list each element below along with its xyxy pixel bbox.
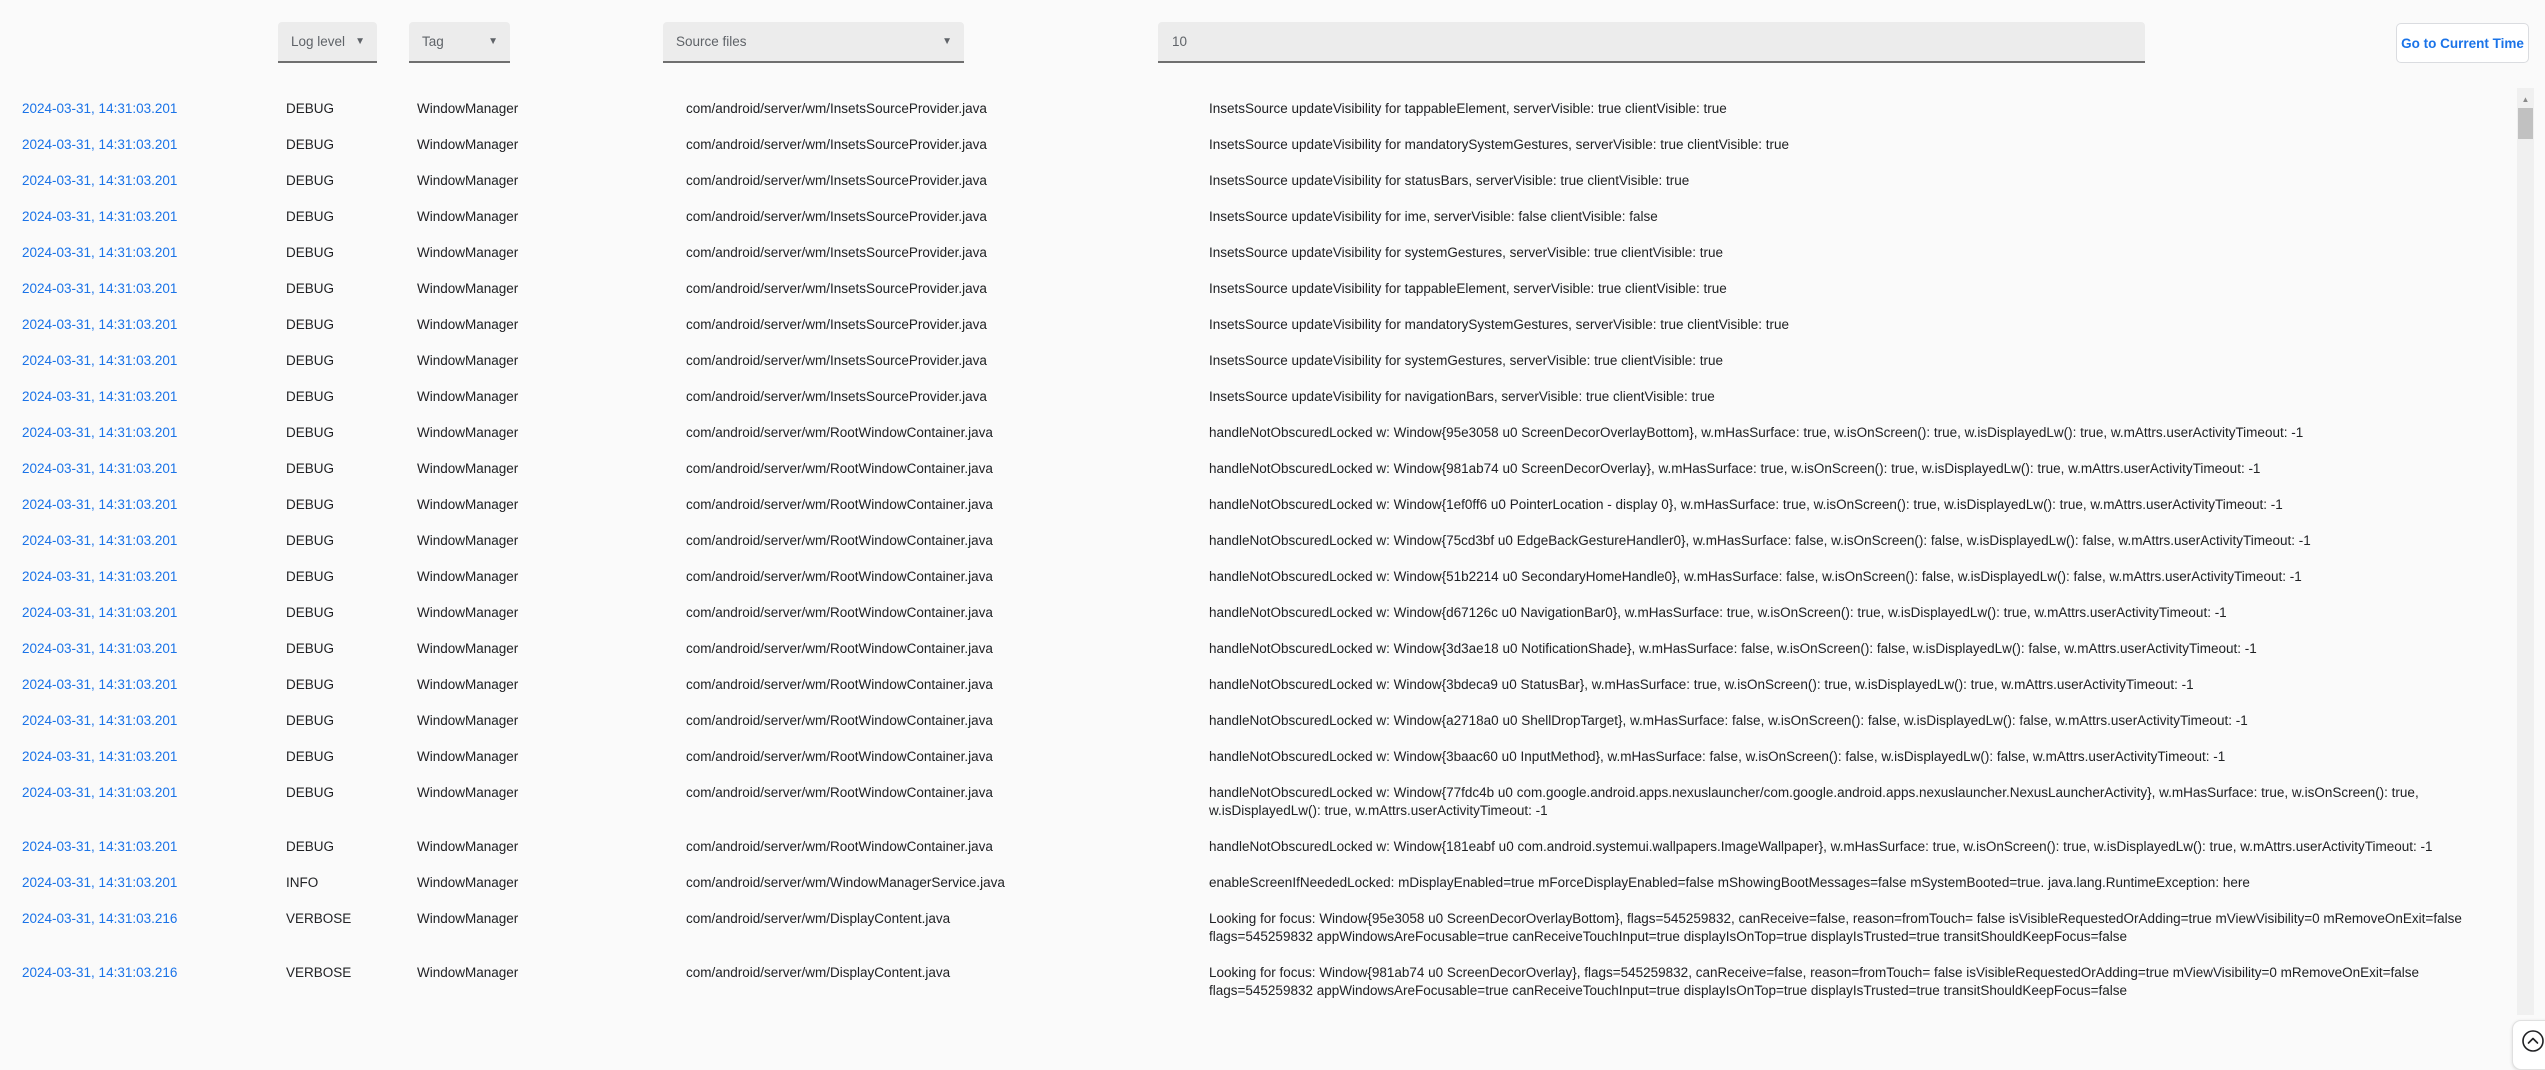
log-timestamp-link[interactable]: 2024-03-31, 14:31:03.201 — [22, 533, 178, 548]
log-timestamp-link[interactable]: 2024-03-31, 14:31:03.201 — [22, 101, 178, 116]
log-timestamp-link[interactable]: 2024-03-31, 14:31:03.201 — [22, 713, 178, 728]
log-tag: WindowManager — [417, 569, 519, 584]
log-level: DEBUG — [286, 713, 335, 728]
scrollbar-thumb[interactable] — [2518, 108, 2533, 139]
log-source-file: com/android/server/wm/InsetsSourceProvider.java — [686, 173, 987, 188]
log-timestamp-link[interactable]: 2024-03-31, 14:31:03.201 — [22, 641, 178, 656]
table-row — [0, 235, 2517, 271]
log-tag: WindowManager — [417, 749, 519, 764]
log-tag: WindowManager — [417, 497, 519, 512]
log-timestamp-link[interactable]: 2024-03-31, 14:31:03.201 — [22, 317, 178, 332]
log-rows — [0, 91, 2517, 1009]
table-row — [0, 379, 2517, 415]
log-message: enableScreenIfNeededLocked: mDisplayEnabled=true mForceDisplayEnabled=false mShowingBootMessages=false mSystemBooted=true. java.lang.RuntimeException: here — [1209, 875, 2250, 890]
tag-select-label: Tag — [422, 34, 444, 49]
log-message: InsetsSource updateVisibility for mandatorySystemGestures, serverVisible: true clientVisible: true — [1209, 317, 1790, 332]
log-source-file: com/android/server/wm/DisplayContent.java — [686, 965, 951, 980]
log-source-file: com/android/server/wm/InsetsSourceProvider.java — [686, 389, 987, 404]
log-timestamp-link[interactable]: 2024-03-31, 14:31:03.201 — [22, 461, 178, 476]
log-message: InsetsSource updateVisibility for ime, serverVisible: false clientVisible: false — [1209, 209, 1658, 224]
log-timestamp-link[interactable]: 2024-03-31, 14:31:03.216 — [22, 911, 178, 926]
source-files-select[interactable] — [663, 22, 964, 63]
log-timestamp-link[interactable]: 2024-03-31, 14:31:03.201 — [22, 245, 178, 260]
log-source-file: com/android/server/wm/RootWindowContainer.java — [686, 839, 993, 854]
log-tag: WindowManager — [417, 713, 519, 728]
log-message: handleNotObscuredLocked w: Window{1ef0ff6 u0 PointerLocation - display 0}, w.mHasSurface: true, w.isOnScreen(): true, w.isDisplayedLw(): true, w.mAttrs.userActivityTimeout: -1 — [1209, 497, 2283, 512]
table-row — [0, 955, 2517, 1009]
log-level: DEBUG — [286, 173, 335, 188]
log-timestamp-link[interactable]: 2024-03-31, 14:31:03.201 — [22, 875, 178, 890]
log-level: DEBUG — [286, 677, 335, 692]
table-row — [0, 739, 2517, 775]
log-level: DEBUG — [286, 839, 335, 854]
log-tag: WindowManager — [417, 677, 519, 692]
table-row — [0, 307, 2517, 343]
log-level: DEBUG — [286, 245, 335, 260]
table-row — [0, 703, 2517, 739]
log-message: handleNotObscuredLocked w: Window{181eabf u0 com.android.systemui.wallpapers.ImageWallpaper}, w.mHasSurface: true, w.isOnScreen(): true, w.isDisplayedLw(): true, w.mAttrs.userActivityTimeout: -1 — [1209, 839, 2433, 854]
log-message: handleNotObscuredLocked w: Window{51b2214 u0 SecondaryHomeHandle0}, w.mHasSurface: false, w.isOnScreen(): false, w.isDisplayedLw(): false, w.mAttrs.userActivityTimeout: -1 — [1209, 569, 2302, 584]
log-timestamp-link[interactable]: 2024-03-31, 14:31:03.201 — [22, 569, 178, 584]
log-source-file: com/android/server/wm/InsetsSourceProvider.java — [686, 281, 987, 296]
log-message: handleNotObscuredLocked w: Window{981ab74 u0 ScreenDecorOverlay}, w.mHasSurface: true, w.isOnScreen(): true, w.isDisplayedLw(): true, w.mAttrs.userActivityTimeout: -1 — [1209, 461, 2261, 476]
log-level: DEBUG — [286, 101, 335, 116]
log-level: VERBOSE — [286, 965, 352, 980]
log-message: InsetsSource updateVisibility for statusBars, serverVisible: true clientVisible: true — [1209, 173, 1690, 188]
go-to-current-time-button[interactable]: Go to Current Time — [2396, 23, 2529, 63]
log-timestamp-link[interactable]: 2024-03-31, 14:31:03.201 — [22, 749, 178, 764]
log-timestamp-link[interactable]: 2024-03-31, 14:31:03.201 — [22, 173, 178, 188]
log-message: InsetsSource updateVisibility for systemGestures, serverVisible: true clientVisible: true — [1209, 245, 1723, 260]
log-timestamp-link[interactable]: 2024-03-31, 14:31:03.201 — [22, 839, 178, 854]
log-tag: WindowManager — [417, 173, 519, 188]
log-source-file: com/android/server/wm/RootWindowContainer.java — [686, 461, 993, 476]
log-source-file: com/android/server/wm/RootWindowContainer.java — [686, 677, 993, 692]
log-timestamp-link[interactable]: 2024-03-31, 14:31:03.216 — [22, 965, 178, 980]
log-level: DEBUG — [286, 353, 335, 368]
lines-count-input[interactable] — [1158, 22, 2145, 63]
log-tag: WindowManager — [417, 137, 519, 152]
log-tag: WindowManager — [417, 353, 519, 368]
log-timestamp-link[interactable]: 2024-03-31, 14:31:03.201 — [22, 785, 178, 800]
log-tag: WindowManager — [417, 839, 519, 854]
log-source-file: com/android/server/wm/RootWindowContainer.java — [686, 605, 993, 620]
log-tag: WindowManager — [417, 641, 519, 656]
log-level: DEBUG — [286, 137, 335, 152]
log-source-file: com/android/server/wm/RootWindowContainer.java — [686, 749, 993, 764]
table-row — [0, 163, 2517, 199]
log-level: DEBUG — [286, 785, 335, 800]
log-timestamp-link[interactable]: 2024-03-31, 14:31:03.201 — [22, 389, 178, 404]
table-row — [0, 523, 2517, 559]
log-message: handleNotObscuredLocked w: Window{3bdeca9 u0 StatusBar}, w.mHasSurface: true, w.isOnScreen(): true, w.isDisplayedLw(): true, w.mAttrs.userActivityTimeout: -1 — [1209, 677, 2194, 692]
table-row — [0, 127, 2517, 163]
chevron-down-icon: ▼ — [942, 35, 952, 47]
log-source-file: com/android/server/wm/RootWindowContainer.java — [686, 497, 993, 512]
chevron-up-circle-icon — [2520, 1028, 2545, 1059]
table-row — [0, 901, 2517, 955]
log-timestamp-link[interactable]: 2024-03-31, 14:31:03.201 — [22, 425, 178, 440]
log-level: DEBUG — [286, 425, 335, 440]
log-source-file: com/android/server/wm/InsetsSourceProvider.java — [686, 137, 987, 152]
log-source-file: com/android/server/wm/RootWindowContainer.java — [686, 569, 993, 584]
log-source-file: com/android/server/wm/WindowManagerService.java — [686, 875, 1005, 890]
table-row — [0, 451, 2517, 487]
chevron-down-icon: ▼ — [355, 35, 365, 47]
log-source-file: com/android/server/wm/RootWindowContainer.java — [686, 713, 993, 728]
log-message: Looking for focus: Window{981ab74 u0 ScreenDecorOverlay}, flags=545259832, canReceive=false, reason=fromTouch= false isVisibleRequestedOrAdding=true mViewVisibility=0 mRemoveOnExit=false flags=545259832 appWindowsAreFocusable=true canReceiveTouchInput=true displayIsOnTop=true displayIsTrusted=true transitShouldKeepFocus=false — [1209, 965, 2420, 998]
log-timestamp-link[interactable]: 2024-03-31, 14:31:03.201 — [22, 605, 178, 620]
log-source-file: com/android/server/wm/InsetsSourceProvider.java — [686, 209, 987, 224]
scroll-up-button[interactable] — [2512, 1020, 2545, 1070]
log-level-select-label: Log level — [291, 34, 346, 49]
log-level: DEBUG — [286, 461, 335, 476]
table-row — [0, 415, 2517, 451]
log-timestamp-link[interactable]: 2024-03-31, 14:31:03.201 — [22, 353, 178, 368]
log-tag: WindowManager — [417, 425, 519, 440]
log-source-file: com/android/server/wm/RootWindowContainer.java — [686, 533, 993, 548]
log-source-file: com/android/server/wm/InsetsSourceProvider.java — [686, 245, 987, 260]
log-message: handleNotObscuredLocked w: Window{75cd3bf u0 EdgeBackGestureHandler0}, w.mHasSurface: false, w.isOnScreen(): false, w.isDisplayedLw(): false, w.mAttrs.userActivityTimeout: -1 — [1209, 533, 2311, 548]
table-row — [0, 91, 2517, 127]
log-tag: WindowManager — [417, 101, 519, 116]
log-level: DEBUG — [286, 533, 335, 548]
scrollbar-up-arrow-icon[interactable]: ▲ — [2521, 94, 2530, 104]
log-message: handleNotObscuredLocked w: Window{a2718a0 u0 ShellDropTarget}, w.mHasSurface: false, w.isOnScreen(): false, w.isDisplayedLw(): false, w.mAttrs.userActivityTimeout: -1 — [1209, 713, 2248, 728]
log-message: handleNotObscuredLocked w: Window{d67126c u0 NavigationBar0}, w.mHasSurface: true, w.isOnScreen(): true, w.isDisplayedLw(): true, w.mAttrs.userActivityTimeout: -1 — [1209, 605, 2227, 620]
log-message: handleNotObscuredLocked w: Window{3d3ae18 u0 NotificationShade}, w.mHasSurface: false, w.isOnScreen(): false, w.isDisplayedLw(): false, w.mAttrs.userActivityTimeout: -1 — [1209, 641, 2257, 656]
table-row — [0, 487, 2517, 523]
log-level-select[interactable] — [278, 22, 377, 63]
log-tag: WindowManager — [417, 389, 519, 404]
log-message: Looking for focus: Window{95e3058 u0 ScreenDecorOverlayBottom}, flags=545259832, canReceive=false, reason=fromTouch= false isVisibleRequestedOrAdding=true mViewVisibility=0 mRemoveOnExit=false flags=545259832 appWindowsAreFocusable=true canReceiveTouchInput=true displayIsOnTop=true displayIsTrusted=true transitShouldKeepFocus=false — [1209, 911, 2462, 944]
log-level: DEBUG — [286, 569, 335, 584]
log-source-file: com/android/server/wm/DisplayContent.java — [686, 911, 951, 926]
table-row — [0, 271, 2517, 307]
log-level: VERBOSE — [286, 911, 352, 926]
log-tag: WindowManager — [417, 245, 519, 260]
log-table — [0, 91, 2517, 1009]
table-row — [0, 865, 2517, 901]
log-timestamp-link[interactable]: 2024-03-31, 14:31:03.201 — [22, 677, 178, 692]
log-level: DEBUG — [286, 641, 335, 656]
log-tag: WindowManager — [417, 911, 519, 926]
log-tag: WindowManager — [417, 281, 519, 296]
log-source-file: com/android/server/wm/RootWindowContainer.java — [686, 641, 993, 656]
log-timestamp-link[interactable]: 2024-03-31, 14:31:03.201 — [22, 281, 178, 296]
table-row — [0, 559, 2517, 595]
log-level: DEBUG — [286, 317, 335, 332]
log-source-file: com/android/server/wm/InsetsSourceProvider.java — [686, 101, 987, 116]
source-files-select-label: Source files — [676, 34, 747, 49]
log-level: DEBUG — [286, 605, 335, 620]
log-tag: WindowManager — [417, 533, 519, 548]
log-source-file: com/android/server/wm/RootWindowContainer.java — [686, 425, 993, 440]
chevron-down-icon: ▼ — [488, 35, 498, 47]
log-source-file: com/android/server/wm/InsetsSourceProvider.java — [686, 317, 987, 332]
table-row — [0, 631, 2517, 667]
table-row — [0, 667, 2517, 703]
table-row — [0, 343, 2517, 379]
log-timestamp-link[interactable]: 2024-03-31, 14:31:03.201 — [22, 209, 178, 224]
table-row — [0, 199, 2517, 235]
log-tag: WindowManager — [417, 965, 519, 980]
vertical-scrollbar[interactable] — [2517, 88, 2534, 1015]
log-tag: WindowManager — [417, 209, 519, 224]
log-source-file: com/android/server/wm/InsetsSourceProvider.java — [686, 353, 987, 368]
log-tag: WindowManager — [417, 317, 519, 332]
log-message: handleNotObscuredLocked w: Window{3baac60 u0 InputMethod}, w.mHasSurface: false, w.isOnScreen(): false, w.isDisplayedLw(): false, w.mAttrs.userActivityTimeout: -1 — [1209, 749, 2226, 764]
log-message: InsetsSource updateVisibility for navigationBars, serverVisible: true clientVisible: true — [1209, 389, 1715, 404]
log-message: InsetsSource updateVisibility for tappableElement, serverVisible: true clientVisible: true — [1209, 281, 1727, 296]
log-level: DEBUG — [286, 389, 335, 404]
log-level: DEBUG — [286, 497, 335, 512]
tag-select[interactable] — [409, 22, 510, 63]
log-timestamp-link[interactable]: 2024-03-31, 14:31:03.201 — [22, 137, 178, 152]
log-level: DEBUG — [286, 209, 335, 224]
log-message: InsetsSource updateVisibility for systemGestures, serverVisible: true clientVisible: true — [1209, 353, 1723, 368]
log-tag: WindowManager — [417, 875, 519, 890]
log-message: InsetsSource updateVisibility for tappableElement, serverVisible: true clientVisible: true — [1209, 101, 1727, 116]
table-row — [0, 595, 2517, 631]
log-message: InsetsSource updateVisibility for mandatorySystemGestures, serverVisible: true clientVisible: true — [1209, 137, 1790, 152]
table-row — [0, 829, 2517, 865]
log-tag: WindowManager — [417, 785, 519, 800]
log-level: INFO — [286, 875, 319, 890]
log-level: DEBUG — [286, 281, 335, 296]
log-source-file: com/android/server/wm/RootWindowContainer.java — [686, 785, 993, 800]
log-tag: WindowManager — [417, 605, 519, 620]
log-tag: WindowManager — [417, 461, 519, 476]
log-timestamp-link[interactable]: 2024-03-31, 14:31:03.201 — [22, 497, 178, 512]
log-message: handleNotObscuredLocked w: Window{95e3058 u0 ScreenDecorOverlayBottom}, w.mHasSurface: true, w.isOnScreen(): true, w.isDisplayedLw(): true, w.mAttrs.userActivityTimeout: -1 — [1209, 425, 2304, 440]
log-level: DEBUG — [286, 749, 335, 764]
log-message: handleNotObscuredLocked w: Window{77fdc4b u0 com.google.android.apps.nexuslauncher/com.google.android.apps.nexuslauncher.NexusLauncherActivity}, w.mHasSurface: true, w.isOnScreen(): true, w.isDisplayedLw(): true, w.mAttrs.userActivityTimeout: -1 — [1209, 785, 2419, 818]
table-row — [0, 775, 2517, 829]
